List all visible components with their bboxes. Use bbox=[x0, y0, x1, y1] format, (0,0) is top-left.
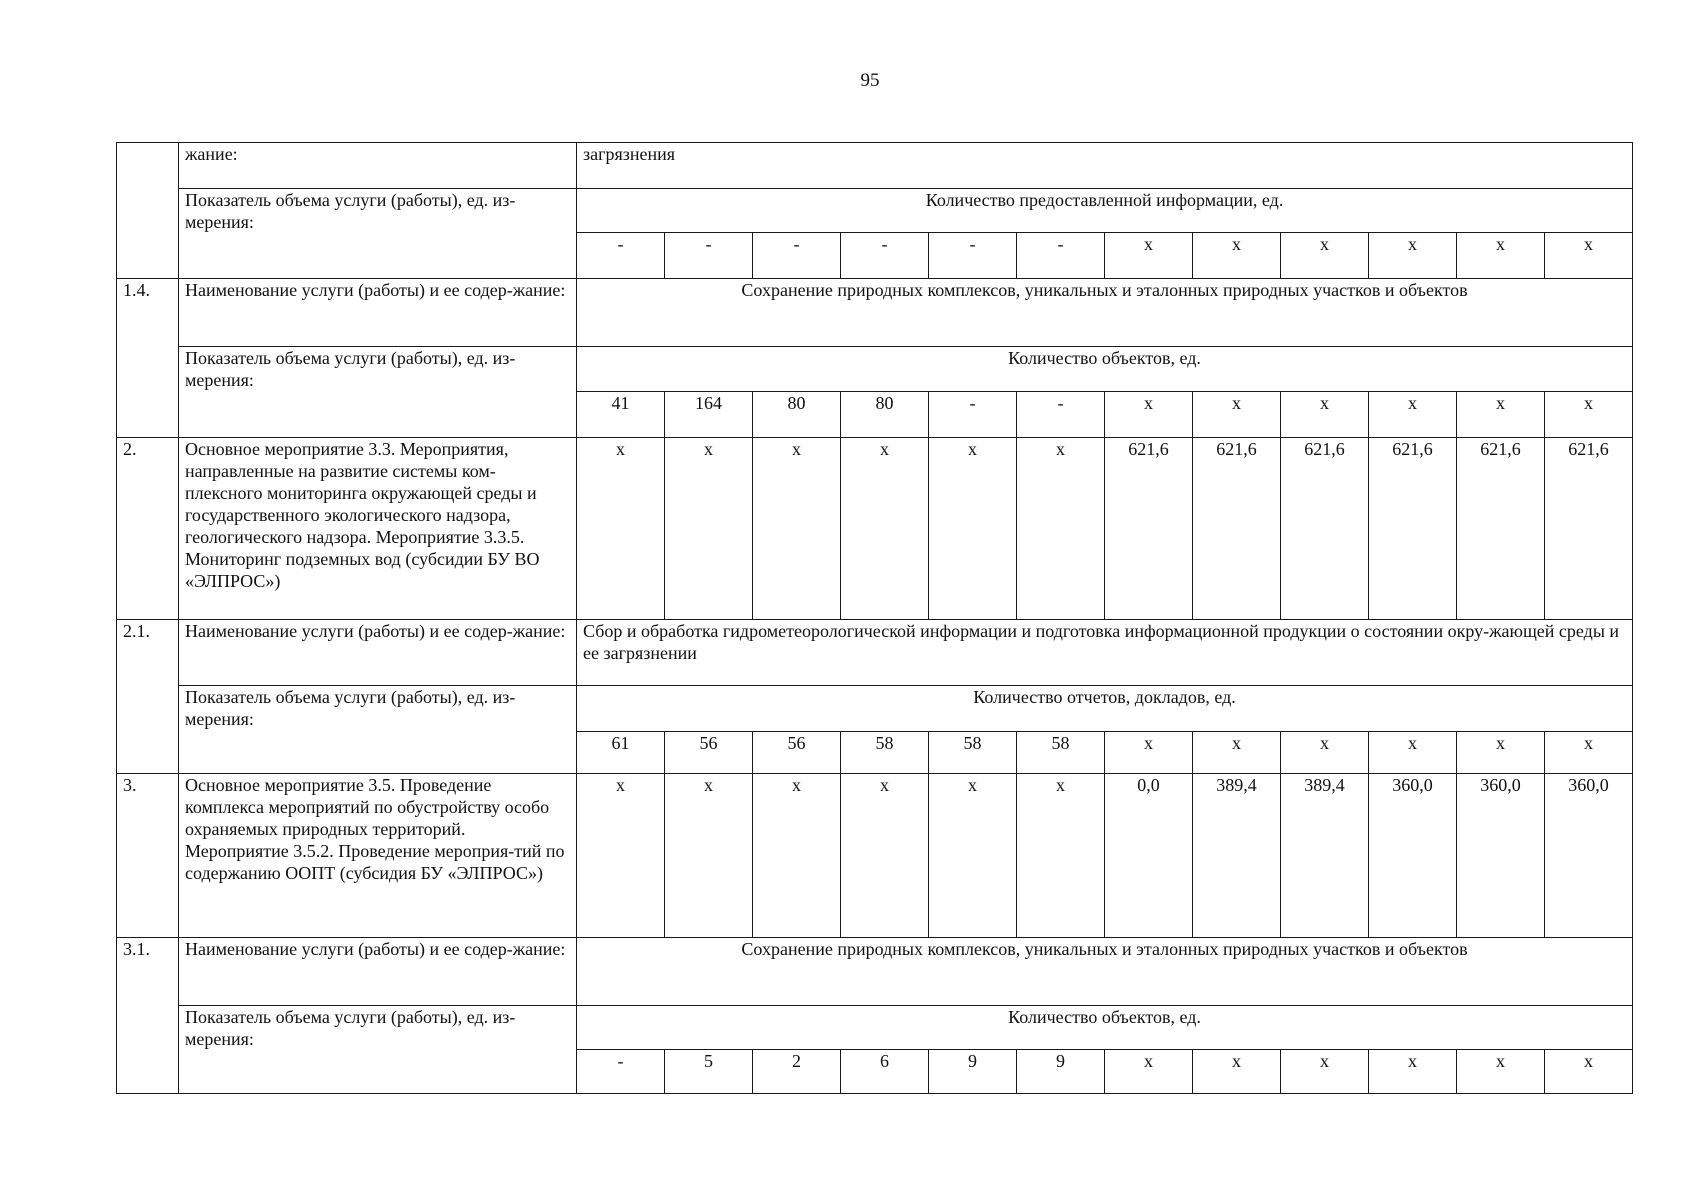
value-cell: x bbox=[577, 774, 665, 938]
value-cell: 621,6 bbox=[1369, 438, 1457, 620]
value-cell: x bbox=[753, 438, 841, 620]
value-cell: 9 bbox=[1017, 1050, 1105, 1094]
value-cell: 621,6 bbox=[1281, 438, 1369, 620]
value-cell: 61 bbox=[577, 732, 665, 774]
service-name-row bbox=[117, 143, 1633, 189]
activity-description: Основное мероприятие 3.3. Мероприятия, направленные на развитие системы ком-плексного мониторинга окружающей среды и государственного экологического надзора, геологического надзора. Мероприятие 3.3.5. Мониторинг подземных вод (субсидии БУ ВО «ЭЛПРОС») bbox=[179, 438, 577, 620]
value-cell: 58 bbox=[929, 732, 1017, 774]
value-cell: - bbox=[841, 233, 929, 279]
value-cell: 0,0 bbox=[1105, 774, 1193, 938]
indicator-label: Показатель объема услуги (работы), ед. из-мерения: bbox=[179, 189, 577, 279]
value-cell: - bbox=[577, 233, 665, 279]
value-cell: 5 bbox=[665, 1050, 753, 1094]
service-name-row bbox=[117, 938, 1633, 1006]
value-cell: x bbox=[1105, 732, 1193, 774]
value-cell: x bbox=[1281, 732, 1369, 774]
indicator-value: Количество отчетов, докладов, ед. bbox=[577, 686, 1633, 732]
value-cell: 360,0 bbox=[1369, 774, 1457, 938]
value-cell: x bbox=[841, 438, 929, 620]
value-cell: 80 bbox=[841, 392, 929, 438]
activity-row bbox=[117, 774, 1633, 938]
value-cell: x bbox=[1457, 1050, 1545, 1094]
service-name-value: загрязнения bbox=[577, 143, 1633, 189]
value-cell: 58 bbox=[1017, 732, 1105, 774]
value-cell: 389,4 bbox=[1193, 774, 1281, 938]
value-cell: 360,0 bbox=[1457, 774, 1545, 938]
value-cell: x bbox=[753, 774, 841, 938]
indicator-row bbox=[117, 1006, 1633, 1050]
service-name-label: Наименование услуги (работы) и ее содер-жание: bbox=[179, 279, 577, 347]
row-number: 2. bbox=[117, 438, 179, 620]
value-cell: x bbox=[1281, 233, 1369, 279]
value-cell: x bbox=[665, 438, 753, 620]
program-table bbox=[116, 142, 1633, 1094]
value-cell: x bbox=[1193, 1050, 1281, 1094]
value-cell: 6 bbox=[841, 1050, 929, 1094]
value-cell: 164 bbox=[665, 392, 753, 438]
value-cell: 80 bbox=[753, 392, 841, 438]
value-cell: x bbox=[1193, 732, 1281, 774]
value-cell: 621,6 bbox=[1545, 438, 1633, 620]
indicator-value: Количество объектов, ед. bbox=[577, 1006, 1633, 1050]
service-name-label: Наименование услуги (работы) и ее содер-жание: bbox=[179, 938, 577, 1006]
value-cell: x bbox=[841, 774, 929, 938]
value-cell: 56 bbox=[753, 732, 841, 774]
indicator-row bbox=[117, 686, 1633, 732]
value-cell: x bbox=[1457, 392, 1545, 438]
value-cell: x bbox=[929, 438, 1017, 620]
indicator-value: Количество объектов, ед. bbox=[577, 347, 1633, 392]
value-cell: 9 bbox=[929, 1050, 1017, 1094]
page-number: 95 bbox=[860, 70, 880, 91]
value-cell: x bbox=[1105, 233, 1193, 279]
indicator-row bbox=[117, 347, 1633, 392]
value-cell: x bbox=[1369, 233, 1457, 279]
service-name-label: Наименование услуги (работы) и ее содер-жание: bbox=[179, 620, 577, 686]
service-name-row bbox=[117, 620, 1633, 686]
value-cell: 621,6 bbox=[1105, 438, 1193, 620]
value-cell: 58 bbox=[841, 732, 929, 774]
value-cell: 360,0 bbox=[1545, 774, 1633, 938]
indicator-value: Количество предоставленной информации, ед. bbox=[577, 189, 1633, 233]
value-cell: x bbox=[577, 438, 665, 620]
service-name-value: Сбор и обработка гидрометеорологической информации и подготовка информационной продукции о состоянии окру-жающей среды и ее загрязнении bbox=[577, 620, 1633, 686]
activity-row bbox=[117, 438, 1633, 620]
value-cell: 2 bbox=[753, 1050, 841, 1094]
value-cell: x bbox=[1545, 233, 1633, 279]
value-cell: x bbox=[1369, 1050, 1457, 1094]
value-cell: - bbox=[929, 392, 1017, 438]
value-cell: x bbox=[1281, 392, 1369, 438]
value-cell: x bbox=[1457, 233, 1545, 279]
value-cell: x bbox=[1545, 1050, 1633, 1094]
service-name-value: Сохранение природных комплексов, уникальных и эталонных природных участков и объектов bbox=[577, 279, 1633, 347]
service-name-label: жание: bbox=[179, 143, 577, 189]
value-cell: x bbox=[1193, 233, 1281, 279]
indicator-label: Показатель объема услуги (работы), ед. из-мерения: bbox=[179, 686, 577, 774]
row-number bbox=[117, 143, 179, 279]
value-cell: x bbox=[1105, 392, 1193, 438]
value-cell: - bbox=[577, 1050, 665, 1094]
value-cell: x bbox=[1017, 438, 1105, 620]
value-cell: x bbox=[1193, 392, 1281, 438]
row-number: 1.4. bbox=[117, 279, 179, 438]
value-cell: x bbox=[1457, 732, 1545, 774]
indicator-label: Показатель объема услуги (работы), ед. из-мерения: bbox=[179, 347, 577, 438]
value-cell: x bbox=[1105, 1050, 1193, 1094]
value-cell: - bbox=[1017, 233, 1105, 279]
service-name-value: Сохранение природных комплексов, уникальных и эталонных природных участков и объектов bbox=[577, 938, 1633, 1006]
indicator-row bbox=[117, 189, 1633, 233]
value-cell: x bbox=[1017, 774, 1105, 938]
value-cell: 389,4 bbox=[1281, 774, 1369, 938]
value-cell: x bbox=[1369, 732, 1457, 774]
activity-description: Основное мероприятие 3.5. Проведение комплекса мероприятий по обустройству особо охраняемых природных территорий. Мероприятие 3.5.2. Проведение мероприя-тий по содержанию ООПТ (субсидия БУ «ЭЛПРОС») bbox=[179, 774, 577, 938]
value-cell: 56 bbox=[665, 732, 753, 774]
value-cell: - bbox=[753, 233, 841, 279]
value-cell: x bbox=[1545, 392, 1633, 438]
value-cell: x bbox=[665, 774, 753, 938]
row-number: 3.1. bbox=[117, 938, 179, 1094]
row-number: 3. bbox=[117, 774, 179, 938]
value-cell: x bbox=[1545, 732, 1633, 774]
value-cell: 41 bbox=[577, 392, 665, 438]
value-cell: 621,6 bbox=[1457, 438, 1545, 620]
indicator-label: Показатель объема услуги (работы), ед. из-мерения: bbox=[179, 1006, 577, 1094]
value-cell: 621,6 bbox=[1193, 438, 1281, 620]
value-cell: x bbox=[929, 774, 1017, 938]
value-cell: x bbox=[1281, 1050, 1369, 1094]
value-cell: - bbox=[929, 233, 1017, 279]
service-name-row bbox=[117, 279, 1633, 347]
row-number: 2.1. bbox=[117, 620, 179, 774]
value-cell: x bbox=[1369, 392, 1457, 438]
value-cell: - bbox=[665, 233, 753, 279]
value-cell: - bbox=[1017, 392, 1105, 438]
